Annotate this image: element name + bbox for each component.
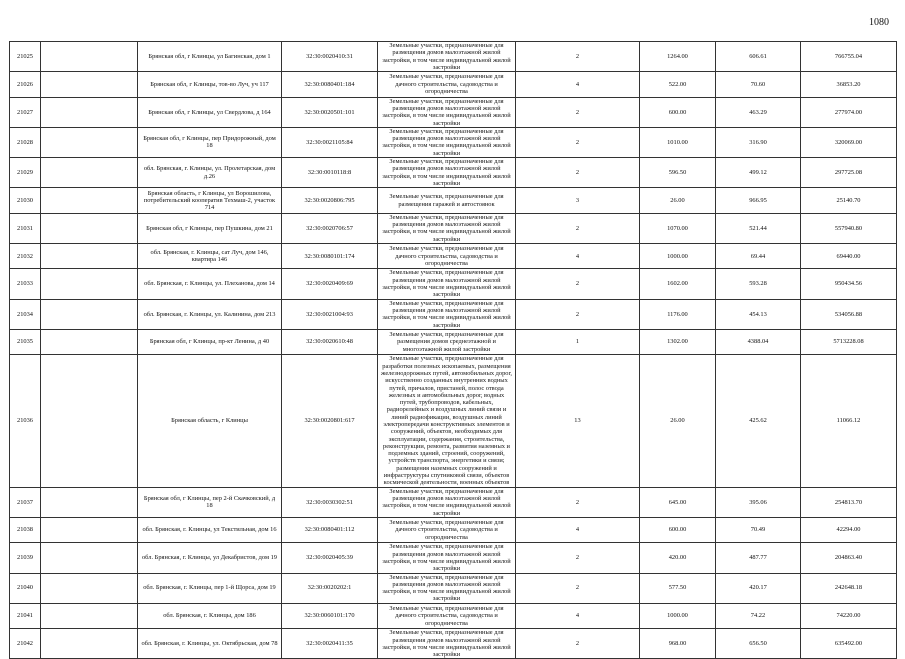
table-row xyxy=(10,629,897,659)
empty-cell xyxy=(41,42,138,72)
empty-cell xyxy=(41,158,138,188)
land-use-cell: Земельные участки, предназначенные для размещения домов малоэтажной жилой застройки, в том числе индивидуальной жилой застройки xyxy=(378,42,516,72)
cadastral-value-cell: 69440.00 xyxy=(801,243,897,269)
specific-value-cell: 425.62 xyxy=(716,355,801,487)
row-number: 21027 xyxy=(10,97,41,127)
cadastral-value-cell: 766755.04 xyxy=(801,42,897,72)
table-row xyxy=(10,573,897,603)
cadastral-number-cell: 32:30:0020411:35 xyxy=(282,629,378,659)
specific-value-cell: 70.60 xyxy=(716,72,801,98)
area-cell: 600.00 xyxy=(640,97,716,127)
address-cell: Брянская обл, г Клинцы, пер Придорожный, дом 18 xyxy=(138,127,282,157)
land-use-cell: Земельные участки, предназначенные для размещения домов малоэтажной жилой застройки, в том числе индивидуальной жилой застройки xyxy=(378,299,516,329)
cadastral-value-cell: 36853.20 xyxy=(801,72,897,98)
cadastral-value-cell: 25140.70 xyxy=(801,188,897,214)
row-number: 21031 xyxy=(10,213,41,243)
table-row xyxy=(10,487,897,517)
row-number: 21025 xyxy=(10,42,41,72)
empty-cell xyxy=(41,487,138,517)
land-use-cell: Земельные участки, предназначенные для размещения домов малоэтажной жилой застройки, в том числе индивидуальной жилой застройки xyxy=(378,213,516,243)
address-cell: обл. Брянская, г. Клинцы, ул Текстильная, дом 16 xyxy=(138,517,282,543)
area-cell: 596.50 xyxy=(640,158,716,188)
area-cell: 522.00 xyxy=(640,72,716,98)
area-cell: 26.00 xyxy=(640,355,716,487)
area-cell: 26.00 xyxy=(640,188,716,214)
row-number: 21041 xyxy=(10,603,41,629)
group-cell: 2 xyxy=(516,127,640,157)
table-row xyxy=(10,158,897,188)
empty-cell xyxy=(41,355,138,487)
address-cell: Брянская обл, г Клинцы, пер 2-й Скачковский, д 18 xyxy=(138,487,282,517)
area-cell: 1070.00 xyxy=(640,213,716,243)
address-cell: Брянская обл, г Клинцы, пер Пушкина, дом 21 xyxy=(138,213,282,243)
empty-cell xyxy=(41,188,138,214)
row-number: 21026 xyxy=(10,72,41,98)
table-row xyxy=(10,299,897,329)
cadastral-number-cell: 32:30:0080401:112 xyxy=(282,517,378,543)
address-cell: обл. Брянская, г. Клинцы, ул. Плеханова, дом 14 xyxy=(138,269,282,299)
group-cell: 2 xyxy=(516,213,640,243)
area-cell: 1302.00 xyxy=(640,329,716,355)
row-number: 21036 xyxy=(10,355,41,487)
cadastral-value-cell: 320069.00 xyxy=(801,127,897,157)
empty-cell xyxy=(41,72,138,98)
empty-cell xyxy=(41,299,138,329)
cadastral-value-cell: 277974.00 xyxy=(801,97,897,127)
table-row xyxy=(10,42,897,72)
group-cell: 2 xyxy=(516,299,640,329)
area-cell: 1264.00 xyxy=(640,42,716,72)
cadastral-value-cell: 11066.12 xyxy=(801,355,897,487)
row-number: 21038 xyxy=(10,517,41,543)
cadastral-value-cell: 42294.00 xyxy=(801,517,897,543)
row-number: 21033 xyxy=(10,269,41,299)
area-cell: 1010.00 xyxy=(640,127,716,157)
cadastral-number-cell: 32:30:0020410:31 xyxy=(282,42,378,72)
land-use-cell: Земельные участки, предназначенные для размещения гаражей и автостоянок xyxy=(378,188,516,214)
land-use-cell: Земельные участки, предназначенные для размещения домов малоэтажной жилой застройки, в том числе индивидуальной жилой застройки xyxy=(378,158,516,188)
table-row xyxy=(10,269,897,299)
group-cell: 2 xyxy=(516,97,640,127)
group-cell: 2 xyxy=(516,42,640,72)
cadastral-number-cell: 32:30:0080101:174 xyxy=(282,243,378,269)
land-use-cell: Земельные участки, предназначенные для размещения домов малоэтажной жилой застройки, в том числе индивидуальной жилой застройки xyxy=(378,629,516,659)
cadastral-number-cell: 32:30:0021004:93 xyxy=(282,299,378,329)
row-number: 21030 xyxy=(10,188,41,214)
specific-value-cell: 966.95 xyxy=(716,188,801,214)
group-cell: 2 xyxy=(516,158,640,188)
row-number: 21034 xyxy=(10,299,41,329)
specific-value-cell: 521.44 xyxy=(716,213,801,243)
cadastral-number-cell: 32:30:0010118:8 xyxy=(282,158,378,188)
table-row xyxy=(10,127,897,157)
land-use-cell: Земельные участки, предназначенные для размещения домов малоэтажной жилой застройки, в том числе индивидуальной жилой застройки xyxy=(378,97,516,127)
address-cell: Брянская обл, г Клинцы, пр-кт Ленина, д 40 xyxy=(138,329,282,355)
empty-cell xyxy=(41,329,138,355)
land-use-cell: Земельные участки, предназначенные для размещения домов малоэтажной жилой застройки, в том числе индивидуальной жилой застройки xyxy=(378,487,516,517)
group-cell: 3 xyxy=(516,188,640,214)
specific-value-cell: 656.50 xyxy=(716,629,801,659)
land-use-cell: Земельные участки, предназначенные для разработки полезных ископаемых, размещения железнодорожных путей, автомобильных дорог, искусственно созданных внутренних водных путей, причалов, пристаней, полос отвода железных и автомобильных дорог, водных путей, трубопроводов, кабельных, радиорелейных и воздушных линий связи и линий радиофикации, воздушных линий электропередачи конструктивных элементов и сооружений, объектов, необходимых для эксплуатации, содержания, строительства, реконструкции, ремонта, развития наземных и подземных зданий, строений, сооружений, устройств транспорта, энергетики и связи; размещения наземных сооружений и инфраструктуры спутниковой связи, объектов космической деятельности, военных объектов xyxy=(378,355,516,487)
land-use-cell: Земельные участки, предназначенные для дачного строительства, садоводства и огородничества xyxy=(378,243,516,269)
area-cell: 645.00 xyxy=(640,487,716,517)
area-cell: 1000.00 xyxy=(640,603,716,629)
specific-value-cell: 70.49 xyxy=(716,517,801,543)
cadastral-number-cell: 32:30:0020806:795 xyxy=(282,188,378,214)
group-cell: 4 xyxy=(516,603,640,629)
table-row xyxy=(10,355,897,487)
cadastral-value-cell: 204863.40 xyxy=(801,543,897,573)
specific-value-cell: 606.61 xyxy=(716,42,801,72)
address-cell: обл. Брянская, г. Клинцы, пер 1-й Щорса, дом 19 xyxy=(138,573,282,603)
specific-value-cell: 454.13 xyxy=(716,299,801,329)
cadastral-number-cell: 32:30:0030302:51 xyxy=(282,487,378,517)
specific-value-cell: 316.90 xyxy=(716,127,801,157)
address-cell: обл. Брянская, г. Клинцы, ул. Пролетарская, дом д.26 xyxy=(138,158,282,188)
table-row xyxy=(10,517,897,543)
empty-cell xyxy=(41,603,138,629)
address-cell: обл. Брянская, г. Клинцы, дом 186 xyxy=(138,603,282,629)
address-cell: Брянская область, г Клинцы, ул Ворошилова, потребительский кооператив Техмаш-2, участок 714 xyxy=(138,188,282,214)
table-row xyxy=(10,243,897,269)
specific-value-cell: 69.44 xyxy=(716,243,801,269)
specific-value-cell: 487.77 xyxy=(716,543,801,573)
cadastral-number-cell: 32:30:0020706:57 xyxy=(282,213,378,243)
land-registry-table xyxy=(9,41,897,659)
cadastral-value-cell: 297725.08 xyxy=(801,158,897,188)
page-number: 1080 xyxy=(869,17,889,28)
address-cell: Брянская область, г Клинцы xyxy=(138,355,282,487)
land-use-cell: Земельные участки, предназначенные для дачного строительства, садоводства и огородничества xyxy=(378,603,516,629)
group-cell: 4 xyxy=(516,517,640,543)
row-number: 21029 xyxy=(10,158,41,188)
cadastral-number-cell: 32:30:0021105:84 xyxy=(282,127,378,157)
land-use-cell: Земельные участки, предназначенные для дачного строительства, садоводства и огородничества xyxy=(378,72,516,98)
specific-value-cell: 463.29 xyxy=(716,97,801,127)
cadastral-value-cell: 74220.00 xyxy=(801,603,897,629)
row-number: 21042 xyxy=(10,629,41,659)
specific-value-cell: 499.12 xyxy=(716,158,801,188)
table-row xyxy=(10,72,897,98)
table-row xyxy=(10,543,897,573)
area-cell: 1602.00 xyxy=(640,269,716,299)
group-cell: 2 xyxy=(516,487,640,517)
land-use-cell: Земельные участки, предназначенные для размещения домов малоэтажной жилой застройки, в том числе индивидуальной жилой застройки xyxy=(378,573,516,603)
cadastral-number-cell: 32:30:0020202:1 xyxy=(282,573,378,603)
specific-value-cell: 4388.04 xyxy=(716,329,801,355)
cadastral-value-cell: 242648.18 xyxy=(801,573,897,603)
table-row xyxy=(10,329,897,355)
group-cell: 2 xyxy=(516,629,640,659)
cadastral-value-cell: 254813.70 xyxy=(801,487,897,517)
row-number: 21039 xyxy=(10,543,41,573)
cadastral-number-cell: 32:30:0060101:170 xyxy=(282,603,378,629)
cadastral-number-cell: 32:30:0080401:184 xyxy=(282,72,378,98)
cadastral-number-cell: 32:30:0020501:101 xyxy=(282,97,378,127)
land-use-cell: Земельные участки, предназначенные для размещения домов среднеэтажной и многоэтажной жилой застройки xyxy=(378,329,516,355)
cadastral-number-cell: 32:30:0020610:48 xyxy=(282,329,378,355)
empty-cell xyxy=(41,97,138,127)
table-row xyxy=(10,603,897,629)
row-number: 21037 xyxy=(10,487,41,517)
area-cell: 600.00 xyxy=(640,517,716,543)
address-cell: обл. Брянская, г. Клинцы, ул. Калинина, дом 213 xyxy=(138,299,282,329)
group-cell: 2 xyxy=(516,573,640,603)
empty-cell xyxy=(41,543,138,573)
specific-value-cell: 420.17 xyxy=(716,573,801,603)
area-cell: 420.00 xyxy=(640,543,716,573)
address-cell: Брянская обл, г Клинцы, тов-во Луч, уч 117 xyxy=(138,72,282,98)
row-number: 21032 xyxy=(10,243,41,269)
table-row xyxy=(10,188,897,214)
land-use-cell: Земельные участки, предназначенные для размещения домов малоэтажной жилой застройки, в том числе индивидуальной жилой застройки xyxy=(378,127,516,157)
group-cell: 2 xyxy=(516,269,640,299)
empty-cell xyxy=(41,243,138,269)
area-cell: 577.50 xyxy=(640,573,716,603)
table-row xyxy=(10,213,897,243)
address-cell: обл. Брянская, г. Клинцы, сат Луч, дом 146, квартира 146 xyxy=(138,243,282,269)
cadastral-number-cell: 32:30:0020405:39 xyxy=(282,543,378,573)
area-cell: 968.00 xyxy=(640,629,716,659)
row-number: 21040 xyxy=(10,573,41,603)
table-body xyxy=(10,42,897,659)
address-cell: Брянская обл, г Клинцы, ул Свердлова, д 164 xyxy=(138,97,282,127)
empty-cell xyxy=(41,127,138,157)
cadastral-value-cell: 5713228.08 xyxy=(801,329,897,355)
group-cell: 1 xyxy=(516,329,640,355)
group-cell: 4 xyxy=(516,243,640,269)
group-cell: 4 xyxy=(516,72,640,98)
cadastral-number-cell: 32:30:0020409:69 xyxy=(282,269,378,299)
table-row xyxy=(10,97,897,127)
row-number: 21035 xyxy=(10,329,41,355)
specific-value-cell: 593.28 xyxy=(716,269,801,299)
specific-value-cell: 395.06 xyxy=(716,487,801,517)
empty-cell xyxy=(41,573,138,603)
cadastral-value-cell: 557940.80 xyxy=(801,213,897,243)
address-cell: обл. Брянская, г. Клинцы, ул Декабристов, дом 19 xyxy=(138,543,282,573)
empty-cell xyxy=(41,213,138,243)
specific-value-cell: 74.22 xyxy=(716,603,801,629)
cadastral-value-cell: 534056.88 xyxy=(801,299,897,329)
empty-cell xyxy=(41,629,138,659)
empty-cell xyxy=(41,269,138,299)
empty-cell xyxy=(41,517,138,543)
land-use-cell: Земельные участки, предназначенные для размещения домов малоэтажной жилой застройки, в том числе индивидуальной жилой застройки xyxy=(378,269,516,299)
cadastral-value-cell: 635492.00 xyxy=(801,629,897,659)
row-number: 21028 xyxy=(10,127,41,157)
land-use-cell: Земельные участки, предназначенные для размещения домов малоэтажной жилой застройки, в том числе индивидуальной жилой застройки xyxy=(378,543,516,573)
group-cell: 2 xyxy=(516,543,640,573)
address-cell: Брянская обл, г Клинцы, ул Багинская, дом 1 xyxy=(138,42,282,72)
cadastral-number-cell: 32:30:0020801:617 xyxy=(282,355,378,487)
cadastral-value-cell: 950434.56 xyxy=(801,269,897,299)
address-cell: обл. Брянская, г. Клинцы, ул. Октябрьская, дом 78 xyxy=(138,629,282,659)
area-cell: 1000.00 xyxy=(640,243,716,269)
group-cell: 13 xyxy=(516,355,640,487)
area-cell: 1176.00 xyxy=(640,299,716,329)
land-use-cell: Земельные участки, предназначенные для дачного строительства, садоводства и огородничества xyxy=(378,517,516,543)
